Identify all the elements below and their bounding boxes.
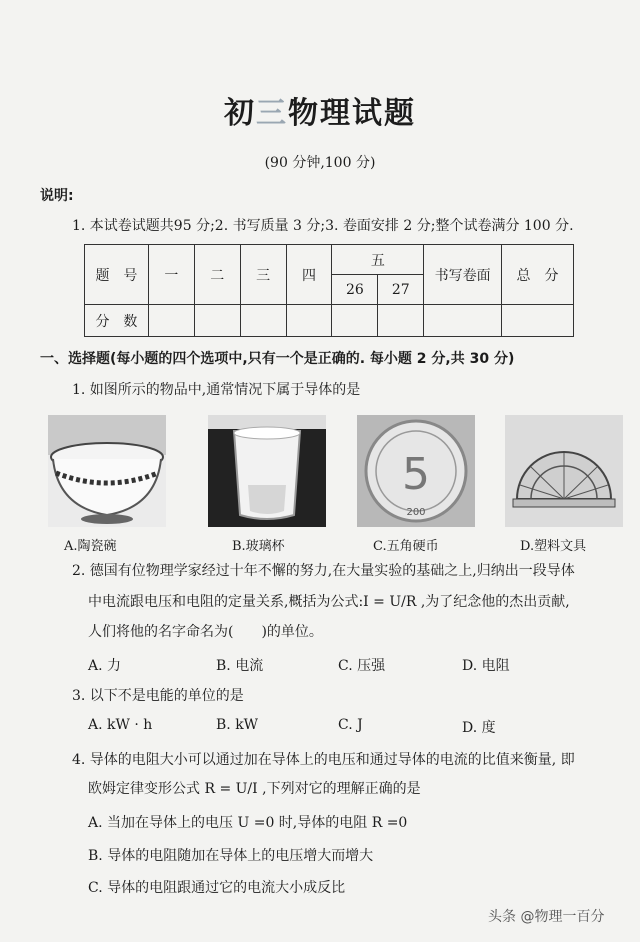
section-title: 一、选择题(每小题的四个选项中,只有一个是正确的. 每小题 2 分,共 30 分): [40, 351, 515, 367]
q4-option-a: A. 当加在导体上的电压 U =0 时,导体的电阻 R =0: [88, 815, 408, 831]
score-cell: [194, 305, 240, 337]
score-cell: [286, 305, 332, 337]
score-col-3: 三: [240, 245, 286, 305]
score-cell: [148, 305, 194, 337]
svg-text:200: 200: [406, 507, 426, 518]
score-col-4: 四: [286, 245, 332, 305]
score-table: [84, 244, 574, 337]
glass-cup-photo: [208, 415, 326, 527]
q2-option-a: A. 力: [88, 658, 122, 674]
q3-option-a: A. kW · h: [88, 717, 153, 733]
score-table-header-label: 题 号: [85, 245, 149, 305]
score-cell: [240, 305, 286, 337]
q2-option-b: B. 电流: [216, 658, 264, 674]
title-grade: 三: [256, 96, 288, 131]
protractor-photo: [505, 415, 623, 527]
q3-option-c: C. J: [338, 717, 363, 733]
question-1: 1. 如图所示的物品中,通常情况下属于导体的是: [72, 382, 361, 398]
q4-option-b: B. 导体的电阻随加在导体上的电压增大而增大: [88, 848, 374, 864]
score-row-label: 分 数: [85, 305, 149, 337]
q3-option-d: D. 度: [462, 720, 496, 736]
watermark: 头条 @物理一百分: [488, 909, 605, 925]
score-cell: [424, 305, 502, 337]
question-4-line-1: 4. 导体的电阻大小可以通过加在导体上的电压和通过导体的电流的比值来衡量, 即: [72, 752, 575, 768]
score-cell: [378, 305, 424, 337]
option-b-caption: B.玻璃杯: [232, 539, 285, 554]
q2-option-d: D. 电阻: [462, 658, 510, 674]
question-2-line-1: 2. 德国有位物理学家经过十年不懈的努力,在大量实验的基础之上,归纳出一段导体: [72, 563, 575, 579]
score-cell: [502, 305, 574, 337]
question-2-line-2: 中电流跟电压和电阻的定量关系,概括为公式:I = U/R ,为了纪念他的杰出贡献,: [88, 594, 570, 610]
score-col-27: 27: [378, 275, 424, 305]
q3-option-b: B. kW: [216, 717, 259, 733]
score-col-26: 26: [332, 275, 378, 305]
q2-option-c: C. 压强: [338, 658, 386, 674]
option-a-caption: A.陶瓷碗: [64, 539, 117, 554]
q4-option-c: C. 导体的电阻跟通过它的电流大小成反比: [88, 880, 346, 896]
coin-photo: [357, 415, 475, 527]
exam-title: [0, 88, 640, 132]
score-col-total: 总 分: [502, 245, 574, 305]
title-prefix: 初: [224, 96, 256, 131]
notes-text: 1. 本试卷试题共95 分;2. 书写质量 3 分;3. 卷面安排 2 分;整个试卷满分 100 分.: [72, 218, 574, 234]
score-cell: [332, 305, 378, 337]
option-c-caption: C.五角硬币: [373, 539, 439, 554]
score-col-1: 一: [148, 245, 194, 305]
option-d-caption: D.塑料文具: [520, 539, 587, 554]
score-col-2: 二: [194, 245, 240, 305]
question-2-line-3: 人们将他的名字命名为( )的单位。: [88, 624, 323, 640]
question-4-line-2: 欧姆定律变形公式 R = U/I ,下列对它的理解正确的是: [88, 781, 421, 797]
score-col-5-group: 五: [332, 245, 424, 275]
ceramic-bowl-photo: [48, 415, 166, 527]
question-3: 3. 以下不是电能的单位的是: [72, 688, 244, 704]
svg-text:5: 5: [402, 449, 430, 500]
exam-duration: (90 分钟,100 分): [264, 155, 376, 171]
title-suffix: 物理试题: [288, 96, 416, 131]
score-col-writing: 书写卷面: [424, 245, 502, 305]
notes-label: 说明:: [40, 188, 74, 204]
